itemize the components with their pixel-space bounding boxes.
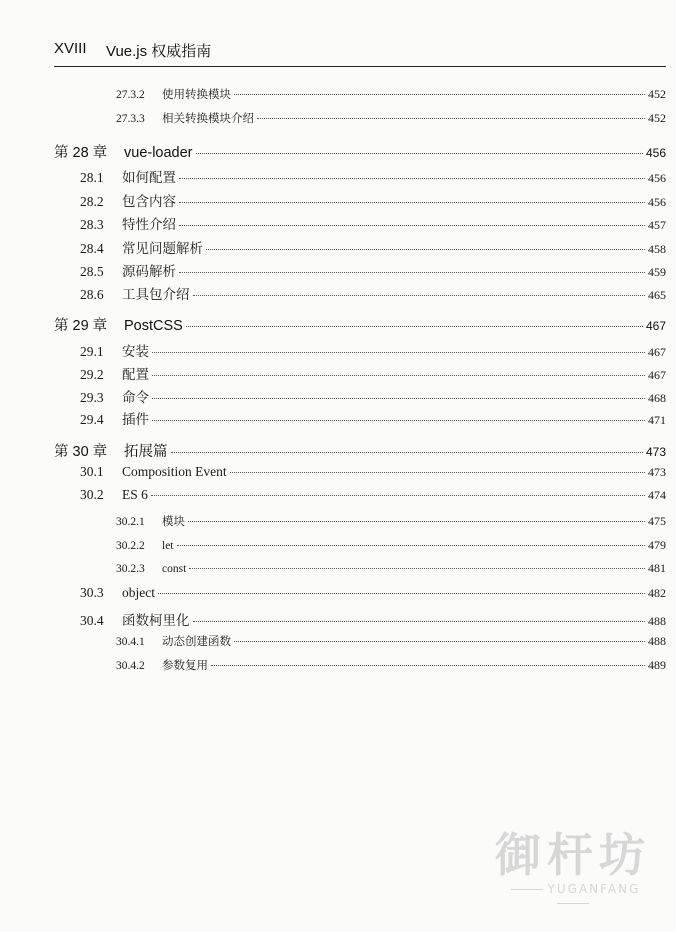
- toc-page-number: 471: [648, 413, 666, 427]
- toc-number: 29.1: [80, 344, 104, 359]
- toc-title: ES 6: [122, 487, 148, 502]
- toc-leader-dots: [158, 593, 645, 594]
- toc-subsection: [116, 110, 666, 126]
- toc-leader-dots: [152, 375, 645, 376]
- toc-title: 参数复用: [162, 660, 208, 672]
- toc-page-number: 481: [648, 561, 666, 575]
- toc-page-number: 467: [648, 345, 666, 359]
- toc-title: 常见问题解析: [122, 241, 203, 256]
- toc-section: [80, 585, 666, 601]
- toc-leader-dots: [230, 472, 645, 473]
- toc-leader-dots: [171, 452, 643, 453]
- toc-page-number: 482: [648, 586, 666, 600]
- toc-title: 配置: [122, 367, 149, 382]
- toc-page-number: 452: [648, 87, 666, 101]
- toc-page-number: 452: [648, 111, 666, 125]
- toc-chapter: [54, 314, 666, 335]
- toc-number: 28.1: [80, 170, 104, 185]
- toc-page-number: 488: [648, 634, 666, 648]
- toc-subsection: [116, 538, 666, 553]
- toc-page-number: 456: [648, 195, 666, 209]
- toc-leader-dots: [152, 398, 645, 399]
- toc-number: 28.3: [80, 217, 104, 232]
- watermark-logo: 御杆坊: [495, 828, 651, 882]
- toc-title: 如何配置: [122, 170, 176, 185]
- toc-title: 特性介绍: [122, 217, 176, 232]
- toc-title: 拓展篇: [124, 444, 168, 460]
- toc-number: 27.3.2: [116, 89, 145, 101]
- toc-page-number: 479: [648, 538, 666, 552]
- toc-page-number: 458: [648, 242, 666, 256]
- toc-title: object: [122, 585, 155, 600]
- toc-page-number: 473: [648, 465, 666, 479]
- toc-page-number: 475: [648, 514, 666, 528]
- toc-number: 30.2.3: [116, 563, 145, 575]
- toc-page-number: 456: [648, 171, 666, 185]
- toc-section: [80, 363, 666, 383]
- toc-page-number: 468: [648, 391, 666, 405]
- toc-section: [80, 609, 666, 629]
- toc-page-number: 465: [648, 288, 666, 302]
- toc-leader-dots: [193, 295, 646, 296]
- toc-title: 使用转换模块: [162, 89, 231, 101]
- toc-title: 函数柯里化: [122, 613, 190, 628]
- toc-title: PostCSS: [124, 318, 183, 334]
- toc-leader-dots: [179, 272, 645, 273]
- toc-subsection: [116, 561, 666, 576]
- book-title: Vue.js 权威指南: [106, 43, 212, 60]
- toc-section: [80, 386, 666, 406]
- toc-chapter: [54, 141, 666, 162]
- toc-title: 动态创建函数: [162, 636, 231, 648]
- toc-number: 28.2: [80, 194, 104, 209]
- toc-page-number: 467: [648, 368, 666, 382]
- toc-number: 30.2: [80, 487, 104, 502]
- toc-leader-dots: [206, 249, 645, 250]
- toc-number: 第 28 章: [54, 145, 108, 161]
- toc-page-number: 467: [645, 319, 666, 333]
- toc-leader-dots: [179, 178, 645, 179]
- toc-leader-dots: [234, 94, 645, 95]
- toc-title: 包含内容: [122, 194, 176, 209]
- toc-title: 命令: [122, 390, 149, 405]
- toc-page-number: 456: [645, 146, 666, 160]
- toc-title: 相关转换模块介绍: [162, 113, 254, 125]
- toc-section: [80, 237, 666, 257]
- toc-page-number: 488: [648, 614, 666, 628]
- toc-leader-dots: [151, 495, 645, 496]
- toc-number: 28.5: [80, 264, 104, 279]
- toc-title: 源码解析: [122, 264, 176, 279]
- toc-title: vue-loader: [124, 145, 193, 161]
- toc-title: Composition Event: [122, 464, 227, 479]
- watermark: [488, 830, 658, 910]
- toc-page-number: 489: [648, 658, 666, 672]
- toc-title: const: [162, 563, 187, 575]
- toc-number: 29.3: [80, 390, 104, 405]
- toc-leader-dots: [189, 568, 645, 569]
- toc-leader-dots: [177, 545, 646, 546]
- toc-section: [80, 283, 666, 303]
- toc-leader-dots: [196, 153, 643, 154]
- toc-chapter: [54, 440, 666, 461]
- toc-number: 30.2.1: [116, 516, 145, 528]
- toc-subsection: [116, 657, 666, 673]
- watermark-text: YUGANFANG: [547, 882, 641, 896]
- toc-leader-dots: [234, 641, 645, 642]
- toc-section: [80, 464, 666, 480]
- toc-section: [80, 340, 666, 360]
- toc-number: 28.4: [80, 241, 104, 256]
- toc-leader-dots: [179, 202, 645, 203]
- page-header: [54, 40, 665, 64]
- toc-section: [80, 166, 666, 186]
- toc-number: 第 29 章: [54, 318, 108, 334]
- toc-title: 工具包介绍: [122, 287, 190, 302]
- toc-section: [80, 213, 666, 233]
- toc-number: 30.1: [80, 464, 104, 479]
- toc-subsection: [116, 633, 666, 649]
- toc-subsection: [116, 513, 666, 529]
- toc-section: [80, 408, 666, 428]
- toc-page-number: 459: [648, 265, 666, 279]
- toc-section: [80, 190, 666, 210]
- toc-page-number: 473: [645, 445, 666, 459]
- page-number-roman: XVIII: [54, 40, 87, 57]
- toc-title: 安装: [122, 344, 149, 359]
- toc-leader-dots: [188, 521, 645, 522]
- toc-number: 29.2: [80, 367, 104, 382]
- toc-leader-dots: [186, 326, 643, 327]
- toc-page-number: 474: [648, 488, 666, 502]
- toc-title: 插件: [122, 412, 149, 427]
- toc-leader-dots: [257, 118, 645, 119]
- toc-page-number: 457: [648, 218, 666, 232]
- toc-title: 模块: [162, 516, 185, 528]
- toc-leader-dots: [193, 621, 646, 622]
- toc-subsection: [116, 86, 666, 102]
- toc-title: let: [162, 540, 174, 552]
- toc-leader-dots: [152, 420, 645, 421]
- toc-number: 30.4.2: [116, 660, 145, 672]
- toc-number: 27.3.3: [116, 113, 145, 125]
- toc-section: [80, 487, 666, 503]
- toc-leader-dots: [152, 352, 645, 353]
- toc-number: 30.2.2: [116, 540, 145, 552]
- header-divider: [54, 66, 666, 67]
- toc-section: [80, 260, 666, 280]
- toc-number: 30.4: [80, 613, 104, 628]
- toc-leader-dots: [211, 665, 645, 666]
- toc-number: 29.4: [80, 412, 104, 427]
- toc-leader-dots: [179, 225, 645, 226]
- toc-number: 28.6: [80, 287, 104, 302]
- toc-number: 第 30 章: [54, 444, 108, 460]
- toc-number: 30.4.1: [116, 636, 145, 648]
- toc-number: 30.3: [80, 585, 104, 600]
